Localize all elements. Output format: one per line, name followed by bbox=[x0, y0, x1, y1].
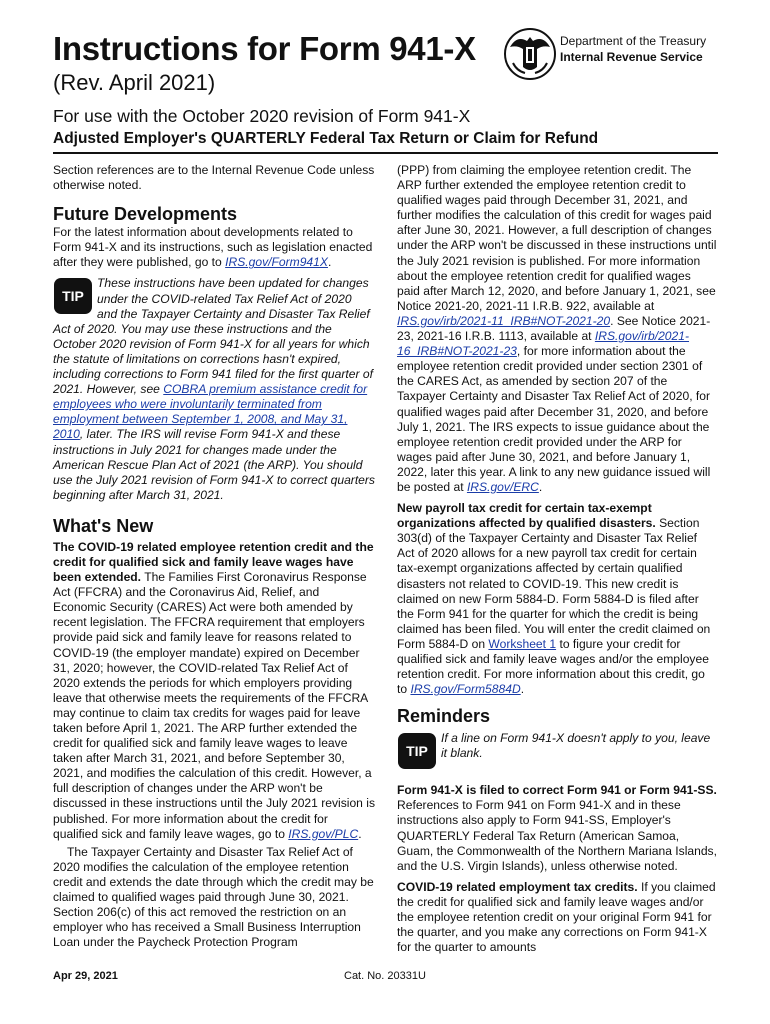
form5884d-link[interactable]: IRS.gov/Form5884D bbox=[410, 682, 521, 697]
section-references: Section references are to the Internal Revenue Code unless otherwise noted. bbox=[53, 163, 375, 193]
tip-icon bbox=[397, 731, 437, 771]
cobra-link[interactable]: COBRA premium assistance credit for employees who were involuntarily terminated from employment between September 1, 2008, and May 31, 2010 bbox=[53, 382, 368, 442]
future-developments-text: For the latest information about developments related to Form 941-X and its instructions, such as legislation enacted after they were published, go to IRS.gov/Form941X. bbox=[53, 225, 373, 270]
header-rule bbox=[53, 152, 718, 154]
notice-2021-23-link[interactable]: IRS.gov/irb/2021-16_IRB#NOT-2021-23 bbox=[397, 329, 690, 359]
footer-catalog-number: Cat. No. 20331U bbox=[344, 970, 426, 982]
agency-block bbox=[560, 33, 706, 65]
covid-employment-credits-paragraph: COVID-19 related employment tax credits. If you claimed the credit for qualified sick and family leave wages and/or the employee retention credit on your original Form 941 for the quarter, and you make any corrections on Form 941-X for the quarter to amounts bbox=[397, 879, 716, 955]
tip-note-1: TIP These instructions have been updated for changes under the COVID-related Tax Relief Act of 2020 and the Taxpayer Certainty and Disaster Tax Relief Act of 2020. You may use these instructions and the October 2020 revision of Form 941-X for all years for which the statute of limitations on corrections hasn't expired, including corrections to Form 941 filed for the first quarter of 2021. However, see COBRA premium assistance credit for employees who were involuntarily terminated from employment between September 1, 2008, and May 31, 2010, later. The IRS will revise Form 941-X and these instructions in July 2021 for changes made under the American Rescue Plan Act of 2021 (the ARP). You should use the July 2021 revision of Form 941-X to correct quarters beginning after March 31, 2021. bbox=[53, 276, 375, 502]
agency-name: Internal Revenue Service bbox=[560, 50, 703, 64]
tip-icon bbox=[53, 276, 93, 316]
footer-date: Apr 29, 2021 bbox=[53, 970, 118, 982]
future-developments-heading: Future Developments bbox=[53, 204, 238, 225]
notice-2021-20-link[interactable]: IRS.gov/irb/2021-11_IRB#NOT-2021-20 bbox=[397, 313, 611, 328]
covid-credit-paragraph: The COVID-19 related employee retention credit and the credit for qualified sick and family leave wages have been extended. The Families First Coronavirus Response Act (FFCRA) and the Coronavirus Aid, Relief, and Economic Security (CARES) Act were both amended by recent legislation. The FFCRA requirement that employers provide paid sick and family leave for reasons related to COVID-19 (the employer mandate) expired on December 31, 2020; however, the COVID-related Tax Relief Act of 2020 extends the periods for which employers providing leave that otherwise meets the requirements of the FFCRA may continue to claim tax credits for wages paid for leave taken before April 1, 2021. The ARP further extended the credit for qualified sick and family leave wages to leave taken after March 31, 2021, and before September 30, 2021, and modifies the calculation of this credit. However, a full description of changes under the ARP won't be discussed in these instructions until the July 2021 revision is published. For more information about the credit for qualified sick and family leave wages, go to IRS.gov/PLC. bbox=[53, 539, 375, 841]
irs-plc-link[interactable]: IRS.gov/PLC bbox=[288, 826, 359, 841]
reminders-heading: Reminders bbox=[397, 706, 491, 727]
form-subtitle: Adjusted Employer's QUARTERLY Federal Tax Return or Claim for Refund bbox=[53, 130, 599, 147]
worksheet-1-link[interactable]: Worksheet 1 bbox=[488, 636, 557, 651]
page-title: Instructions for Form 941-X bbox=[53, 30, 476, 67]
right-column bbox=[397, 163, 717, 955]
for-use-line: For use with the October 2020 revision of Form 941-X bbox=[53, 106, 471, 126]
tip-label: TIP bbox=[62, 288, 84, 305]
tip-note-2: TIP If a line on Form 941-X doesn't apply to you, leave it blank. bbox=[397, 731, 717, 775]
taxpayer-certainty-paragraph: The Taxpayer Certainty and Disaster Tax Relief Act of 2020 modifies the calculation of the employee retention credit and extends the date through which the credit may be claimed to qualified wages paid through June 30, 2021. Section 206(c) of this act removed the restriction on an employer who has received a Small Business Interruption Loan under the Paycheck Protection Program bbox=[53, 844, 374, 950]
revision-date: (Rev. April 2021) bbox=[53, 70, 216, 95]
form-941x-filed-paragraph: Form 941-X is filed to correct Form 941 or Form 941-SS. References to Form 941 on Form 941-X and in these instructions also apply to Form 941-SS, Employer's QUARTERLY Federal Tax Return (American Samoa, Guam, the Commonwealth of the Northern Mariana Islands, and the U.S. Virgin Islands), unless otherwise noted. bbox=[397, 783, 717, 873]
irs-erc-link[interactable]: IRS.gov/ERC bbox=[466, 479, 539, 494]
department-name: Department of the Treasury bbox=[560, 34, 707, 48]
irs-eagle-seal-icon bbox=[503, 27, 557, 81]
tip-label: TIP bbox=[406, 743, 428, 760]
whats-new-heading: What's New bbox=[53, 515, 154, 536]
payroll-credit-paragraph: New payroll tax credit for certain tax-exempt organizations affected by qualified disasters. Section 303(d) of the Taxpayer Certainty and Disaster Tax Relief Act of 2020 allows for a new payroll tax credit for certain tax-exempt organizations affected by certain qualified disasters not related to COVID-19. This new credit is claimed on new Form 5884-D. Form 5884-D is filed after the Form 941 for the quarter for which the credit is being claimed has been filed. You will enter the credit claimed on Form 5884-D on Worksheet 1 to figure your credit for qualified sick and family leave wages and/or the employee retention credit. For more information about this credit, go to IRS.gov/Form5884D. bbox=[397, 501, 711, 697]
ppp-paragraph: (PPP) from claiming the employee retention credit. The ARP further extended the employee retention credit to qualified wages paid through December 31, 2021, and further modifies the calculation of this credit for wages paid after June 30, 2021. However, a full description of changes under the ARP won't be discussed in these instructions until the July 2021 revision is published. For more information about the employee retention credit for qualified wages paid after March 12, 2020, and before January 1, 2021, see Notice 2021-20, 2021-11 I.R.B. 922, available at IRS.gov/irb/2021-11_IRB#NOT-2021-20. See Notice 2021-23, 2021-16 I.R.B. 1113, available at IRS.gov/irb/2021-16_IRB#NOT-2021-23, for more information about the employee retention credit provided under section 2301 of the CARES Act, as amended by section 207 of the Taxpayer Certainty and Disaster Tax Relief Act of 2020, for qualified wages paid after December 31, 2020, and before July 1, 2021. The IRS expects to issue guidance about the employee retention credit provided under the ARP for wages paid after June 30, 2021, and before January 1, 2022, later this year. A link to any new guidance issued will be posted at IRS.gov/ERC. bbox=[397, 163, 717, 494]
left-column bbox=[53, 163, 375, 950]
form941x-link[interactable]: IRS.gov/Form941X bbox=[225, 255, 328, 270]
